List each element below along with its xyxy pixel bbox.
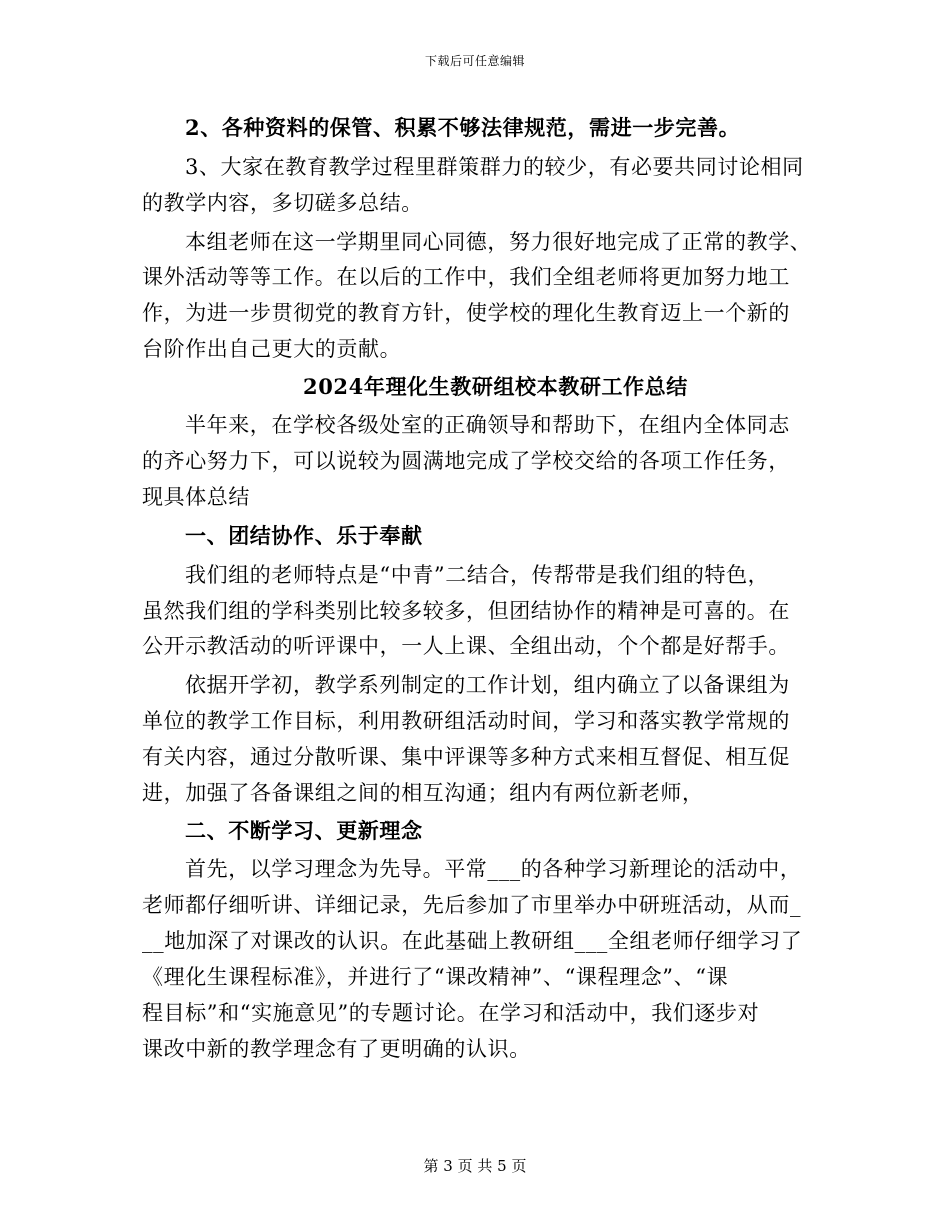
paragraph-line: 进，加强了各备课组之间的相互沟通；组内有两位新老师， [142, 781, 704, 805]
paragraph-line: 依据开学初，教学系列制定的工作计划，组内确立了以备课组为 [185, 673, 790, 697]
paragraph-line: 有关内容，通过分散听课、集中评课等多种方式来相互督促、相互促 [142, 745, 790, 769]
paragraph-line: 程目标”和“实施意见”的专题讨论。在学习和活动中，我们逐步对 [142, 1001, 760, 1025]
heading-2: 二、不断学习、更新理念 [185, 818, 423, 843]
paragraph-line: 台阶作出自己更大的贡献。 [142, 337, 402, 361]
page-header: 下载后可任意编辑 [424, 54, 525, 68]
page-number: 第 3 页 共 5 页 [423, 1157, 527, 1175]
paragraph-line: 的教学内容，多切磋多总结。 [142, 191, 423, 215]
paragraph-line: 本组老师在这一学期里同心同德，努力很好地完成了正常的教学、 [185, 230, 812, 254]
paragraph-line: 现具体总结 [142, 485, 250, 509]
list-item-issue-3: 3、大家在教育教学过程里群策群力的较少，有必要共同讨论相同 [185, 155, 804, 179]
paragraph-line: __地加深了对课改的认识。在此基础上教研组___全组老师仔细学习了 [142, 929, 803, 953]
paragraph-line: 单位的教学工作目标，利用教研组活动时间，学习和落实教学常规的 [142, 709, 790, 733]
paragraph-line: 半年来，在学校各级处室的正确领导和帮助下，在组内全体同志 [185, 413, 790, 437]
heading-1: 一、团结协作、乐于奉献 [185, 523, 423, 548]
paragraph-line: 虽然我们组的学科类别比较多较多，但团结协作的精神是可喜的。在 [142, 599, 790, 623]
paragraph-line: 我们组的老师特点是“中青”二结合，传帮带是我们组的特色， [185, 563, 770, 587]
paragraph-line: 课外活动等等工作。在以后的工作中，我们全组老师将更加努力地工 [142, 265, 790, 289]
paragraph-line: 老师都仔细听讲、详细记录，先后参加了市里举办中研班活动，从而_ [142, 893, 802, 917]
section-title: 2024年理化生教研组校本教研工作总结 [303, 374, 688, 399]
paragraph-line: 首先，以学习理念为先导。平常___的各种学习新理论的活动中， [185, 857, 802, 881]
paragraph-line: 课改中新的教学理念有了更明确的认识。 [142, 1037, 531, 1061]
paragraph-line: 的齐心努力下，可以说较为圆满地完成了学校交给的各项工作任务， [142, 449, 790, 473]
paragraph-line: 《理化生课程标准》，并进行了“课改精神”、“课程理念”、“课 [142, 965, 729, 989]
paragraph-line: 作，为进一步贯彻党的教育方针，使学校的理化生教育迈上一个新的 [142, 301, 790, 325]
list-item-issue-2: 2、各种资料的保管、积累不够法律规范，需进一步完善。 [185, 115, 741, 140]
paragraph-line: 公开示教活动的听评课中，一人上课、全组出动，个个都是好帮手。 [142, 634, 790, 658]
